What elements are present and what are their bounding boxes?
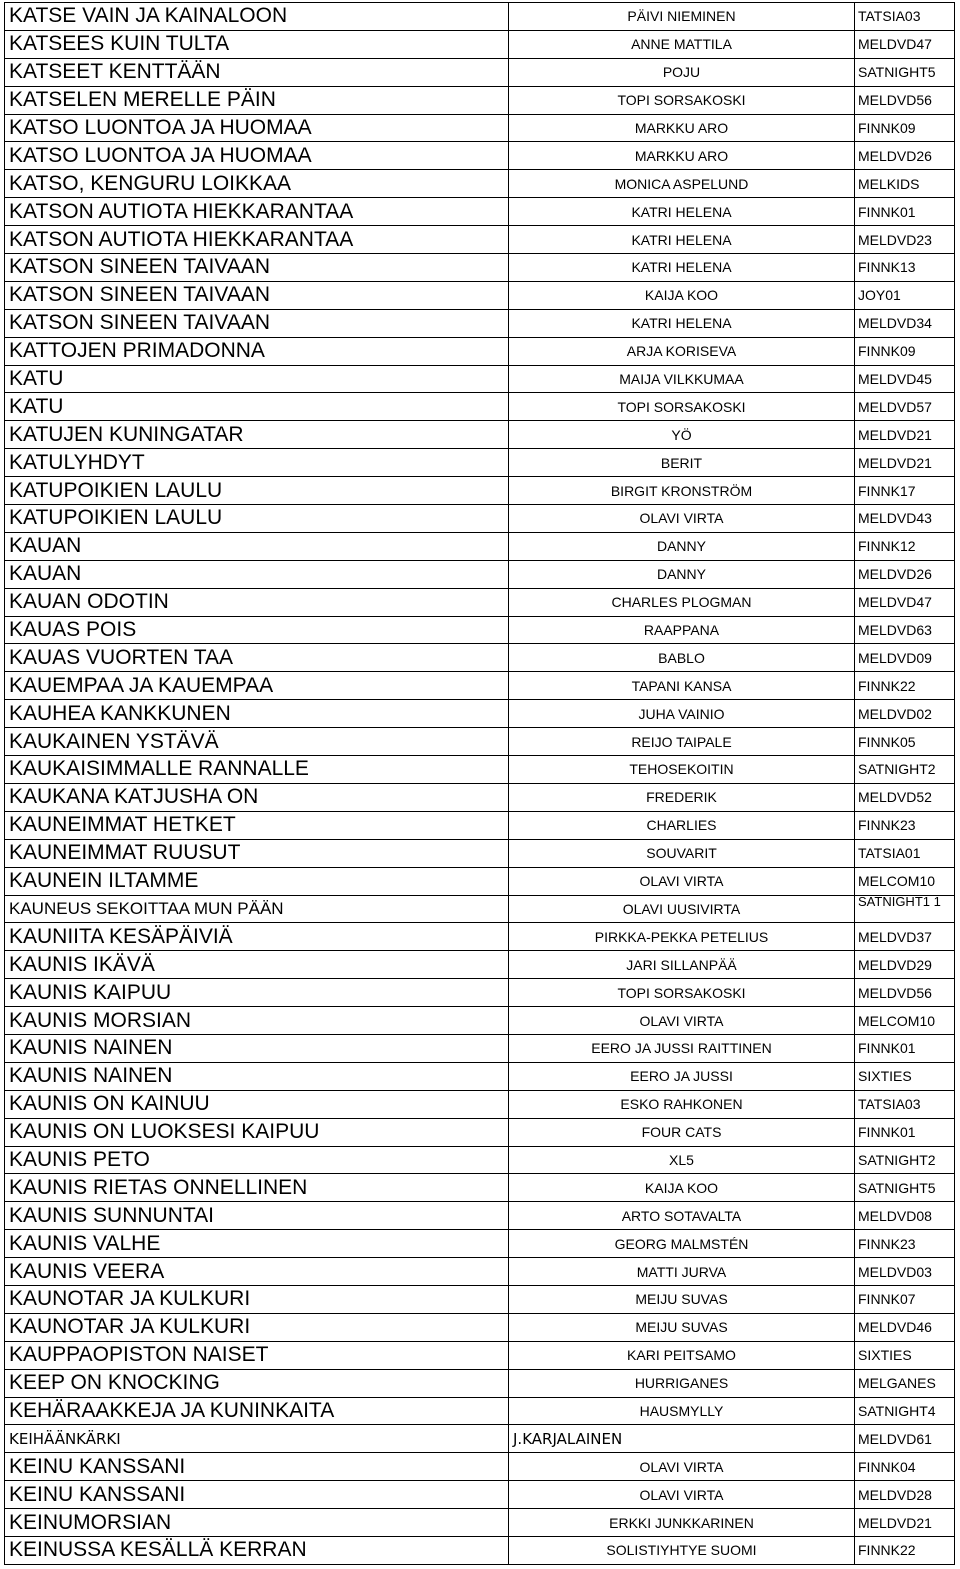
song-title-cell: KATUJEN KUNINGATAR [5,421,509,449]
table-row [5,1146,955,1174]
song-title-cell: KEINU KANSSANI [5,1481,509,1509]
disc-code-cell: MELDVD47 [855,588,955,616]
song-title-cell: KAUNIS RIETAS ONNELLINEN [5,1174,509,1202]
artist-cell: TOPI SORSAKOSKI [509,393,855,421]
song-title-cell: KAUKAISIMMALLE RANNALLE [5,756,509,784]
disc-code-cell: MELDVD26 [855,560,955,588]
disc-code-cell: FINNK17 [855,477,955,505]
artist-cell: KATRI HELENA [509,254,855,282]
artist-cell: KAIJA KOO [509,281,855,309]
artist-cell: MEIJU SUVAS [509,1313,855,1341]
artist-cell: KATRI HELENA [509,198,855,226]
table-row [5,449,955,477]
song-table-body [5,3,955,1565]
disc-code-cell: SATNIGHT2 [855,1146,955,1174]
song-title-cell: KAUKAINEN YSTÄVÄ [5,728,509,756]
song-title-cell: KAUNIS NAINEN [5,1034,509,1062]
artist-cell: GEORG MALMSTÉN [509,1230,855,1258]
disc-code-cell: MELDVD23 [855,226,955,254]
disc-code-cell: FINNK01 [855,198,955,226]
song-title-cell: KATTOJEN PRIMADONNA [5,337,509,365]
disc-code-cell: SIXTIES [855,1062,955,1090]
song-title-cell: KAUNIS ON LUOKSESI KAIPUU [5,1118,509,1146]
table-row [5,756,955,784]
song-title-cell: KATU [5,393,509,421]
table-row [5,923,955,951]
table-row [5,895,955,923]
artist-cell: MATTI JURVA [509,1258,855,1286]
song-title-cell: KAUNOTAR JA KULKURI [5,1285,509,1313]
table-row [5,226,955,254]
table-row [5,1034,955,1062]
song-title-cell: KATSON SINEEN TAIVAAN [5,254,509,282]
song-table [4,2,955,1565]
song-title-cell: KAUNIS ON KAINUU [5,1090,509,1118]
disc-code-cell: MELDVD28 [855,1481,955,1509]
disc-code-cell: MELDVD56 [855,979,955,1007]
table-row [5,142,955,170]
song-title-cell: KEHÄRAAKKEJA JA KUNINKAITA [5,1397,509,1425]
artist-cell: OLAVI VIRTA [509,1481,855,1509]
artist-cell: KARI PEITSAMO [509,1341,855,1369]
table-row [5,979,955,1007]
artist-cell: TAPANI KANSA [509,672,855,700]
artist-cell: ESKO RAHKONEN [509,1090,855,1118]
artist-cell: J.KARJALAINEN [509,1425,855,1453]
artist-cell: FREDERIK [509,783,855,811]
disc-code-cell: FINNK07 [855,1285,955,1313]
song-title-cell: KAUNIS NAINEN [5,1062,509,1090]
disc-code-cell: MELDVD63 [855,616,955,644]
table-row [5,1313,955,1341]
disc-code-cell: FINNK01 [855,1118,955,1146]
song-title-cell: KEEP ON KNOCKING [5,1369,509,1397]
table-row [5,114,955,142]
artist-cell: CHARLES PLOGMAN [509,588,855,616]
artist-cell: JARI SILLANPÄÄ [509,951,855,979]
disc-code-cell: MELDVD09 [855,644,955,672]
song-title-cell: KAUNIS VEERA [5,1258,509,1286]
disc-code-cell: MELDVD52 [855,783,955,811]
disc-code-cell: MELDVD45 [855,365,955,393]
table-row [5,1230,955,1258]
song-title-cell: KATSON AUTIOTA HIEKKARANTAA [5,198,509,226]
artist-cell: PIRKKA-PEKKA PETELIUS [509,923,855,951]
disc-code-cell: TATSIA01 [855,839,955,867]
disc-code-cell: SATNIGHT5 [855,1174,955,1202]
table-row [5,1285,955,1313]
table-row [5,560,955,588]
artist-cell: BABLO [509,644,855,672]
disc-code-cell: FINNK22 [855,672,955,700]
disc-code-cell: TATSIA03 [855,1090,955,1118]
table-row [5,728,955,756]
table-row [5,281,955,309]
artist-cell: OLAVI VIRTA [509,1007,855,1035]
table-row [5,867,955,895]
artist-cell: KATRI HELENA [509,226,855,254]
song-title-cell: KATSON SINEEN TAIVAAN [5,309,509,337]
artist-cell: BIRGIT KRONSTRÖM [509,477,855,505]
artist-cell: YÖ [509,421,855,449]
disc-code-cell: FINNK01 [855,1034,955,1062]
disc-code-cell: FINNK04 [855,1453,955,1481]
artist-cell: DANNY [509,532,855,560]
table-row [5,1369,955,1397]
table-row [5,783,955,811]
table-row [5,58,955,86]
table-row [5,1425,955,1453]
disc-code-cell: MELDVD21 [855,1509,955,1537]
artist-cell: JUHA VAINIO [509,700,855,728]
artist-cell: ERKKI JUNKKARINEN [509,1509,855,1537]
song-title-cell: KAUAS POIS [5,616,509,644]
table-row [5,421,955,449]
table-row [5,1174,955,1202]
song-title-cell: KATSO LUONTOA JA HUOMAA [5,114,509,142]
table-row [5,30,955,58]
disc-code-cell: TATSIA03 [855,3,955,31]
artist-cell: SOUVARIT [509,839,855,867]
disc-code-cell: FINNK05 [855,728,955,756]
song-title-cell: KAUNIS MORSIAN [5,1007,509,1035]
disc-code-cell: SATNIGHT5 [855,58,955,86]
disc-code-cell: MELDVD08 [855,1202,955,1230]
table-row [5,1481,955,1509]
disc-code-cell: MELDVD03 [855,1258,955,1286]
disc-code-cell: MELDVD43 [855,505,955,533]
table-row [5,1397,955,1425]
table-row [5,839,955,867]
artist-cell: OLAVI VIRTA [509,867,855,895]
table-row [5,1453,955,1481]
artist-cell: ARTO SOTAVALTA [509,1202,855,1230]
artist-cell: TEHOSEKOITIN [509,756,855,784]
song-title-cell: KEINU KANSSANI [5,1453,509,1481]
artist-cell: ARJA KORISEVA [509,337,855,365]
song-title-cell: KATUPOIKIEN LAULU [5,477,509,505]
song-title-cell: KATSEET KENTTÄÄN [5,58,509,86]
table-row [5,393,955,421]
song-title-cell: KATSON AUTIOTA HIEKKARANTAA [5,226,509,254]
artist-cell: FOUR CATS [509,1118,855,1146]
artist-cell: OLAVI VIRTA [509,505,855,533]
artist-cell: PÄIVI NIEMINEN [509,3,855,31]
artist-cell: KAIJA KOO [509,1174,855,1202]
song-title-cell: KATSELEN MERELLE PÄIN [5,86,509,114]
artist-cell: DANNY [509,560,855,588]
artist-cell: CHARLIES [509,811,855,839]
disc-code-cell: MELCOM10 [855,867,955,895]
disc-code-cell: MELDVD26 [855,142,955,170]
disc-code-cell: FINNK23 [855,1230,955,1258]
table-row [5,86,955,114]
song-title-cell: KATSEES KUIN TULTA [5,30,509,58]
song-title-cell: KAUNOTAR JA KULKURI [5,1313,509,1341]
disc-code-cell: FINNK09 [855,114,955,142]
artist-cell: OLAVI UUSIVIRTA [509,895,855,923]
disc-code-cell: FINNK09 [855,337,955,365]
song-title-cell: KAUPPAOPISTON NAISET [5,1341,509,1369]
disc-code-cell: MELDVD47 [855,30,955,58]
song-title-cell: KAUNEIMMAT RUUSUT [5,839,509,867]
song-title-cell: KAUNIS VALHE [5,1230,509,1258]
artist-cell: EERO JA JUSSI RAITTINEN [509,1034,855,1062]
table-row [5,616,955,644]
table-row [5,1509,955,1537]
song-title-cell: KEINUSSA KESÄLLÄ KERRAN [5,1536,509,1564]
table-row [5,951,955,979]
disc-code-cell: MELGANES [855,1369,955,1397]
table-row [5,1258,955,1286]
artist-cell: HURRIGANES [509,1369,855,1397]
song-title-cell: KAUEMPAA JA KAUEMPAA [5,672,509,700]
song-title-cell: KAUAN ODOTIN [5,588,509,616]
table-row [5,1062,955,1090]
song-title-cell: KAUNIS PETO [5,1146,509,1174]
disc-code-cell: MELDVD34 [855,309,955,337]
artist-cell: HAUSMYLLY [509,1397,855,1425]
song-title-cell: KAUKANA KATJUSHA ON [5,783,509,811]
disc-code-cell: FINNK23 [855,811,955,839]
song-title-cell: KATSO LUONTOA JA HUOMAA [5,142,509,170]
artist-cell: XL5 [509,1146,855,1174]
table-row [5,198,955,226]
song-title-cell: KAUNEUS SEKOITTAA MUN PÄÄN [5,895,509,923]
song-title-cell: KAUNIITA KESÄPÄIVIÄ [5,923,509,951]
table-row [5,1202,955,1230]
song-title-cell: KATSO, KENGURU LOIKKAA [5,170,509,198]
disc-code-cell: SATNIGHT4 [855,1397,955,1425]
artist-cell: MARKKU ARO [509,114,855,142]
disc-code-cell: MELDVD46 [855,1313,955,1341]
artist-cell: OLAVI VIRTA [509,1453,855,1481]
song-title-cell: KAUAN [5,560,509,588]
disc-code-cell: MELDVD37 [855,923,955,951]
disc-code-cell: MELDVD61 [855,1425,955,1453]
song-title-cell: KAUHEA KANKKUNEN [5,700,509,728]
song-title-cell: KATSON SINEEN TAIVAAN [5,281,509,309]
table-row [5,532,955,560]
song-title-cell: KAUNIS IKÄVÄ [5,951,509,979]
artist-cell: MONICA ASPELUND [509,170,855,198]
table-row [5,1341,955,1369]
artist-cell: BERIT [509,449,855,477]
table-row [5,672,955,700]
artist-cell: MEIJU SUVAS [509,1285,855,1313]
song-title-cell: KAUAS VUORTEN TAA [5,644,509,672]
song-title-cell: KATU [5,365,509,393]
disc-code-cell: SATNIGHT2 [855,756,955,784]
artist-cell: MARKKU ARO [509,142,855,170]
table-row [5,170,955,198]
artist-cell: MAIJA VILKKUMAA [509,365,855,393]
artist-cell: TOPI SORSAKOSKI [509,979,855,1007]
disc-code-cell: MELKIDS [855,170,955,198]
table-row [5,3,955,31]
song-title-cell: KATSE VAIN JA KAINALOON [5,3,509,31]
table-row [5,811,955,839]
disc-code-cell: JOY01 [855,281,955,309]
table-row [5,644,955,672]
disc-code-cell: FINNK22 [855,1536,955,1564]
disc-code-cell: MELDVD02 [855,700,955,728]
table-row [5,588,955,616]
song-title-cell: KEIHÄÄNKÄRKI [5,1425,509,1453]
artist-cell: POJU [509,58,855,86]
disc-code-cell: SATNIGHT1 1 [855,895,955,923]
artist-cell: EERO JA JUSSI [509,1062,855,1090]
song-title-cell: KEINUMORSIAN [5,1509,509,1537]
disc-code-cell: MELDVD57 [855,393,955,421]
song-title-cell: KAUNIS SUNNUNTAI [5,1202,509,1230]
disc-code-cell: MELCOM10 [855,1007,955,1035]
table-row [5,505,955,533]
table-row [5,1536,955,1564]
song-title-cell: KATUPOIKIEN LAULU [5,505,509,533]
song-title-cell: KAUNEIN ILTAMME [5,867,509,895]
song-title-cell: KAUNIS KAIPUU [5,979,509,1007]
disc-code-cell: MELDVD21 [855,421,955,449]
table-row [5,1118,955,1146]
artist-cell: RAAPPANA [509,616,855,644]
song-title-cell: KATULYHDYT [5,449,509,477]
table-row [5,1090,955,1118]
disc-code-cell: FINNK13 [855,254,955,282]
table-row [5,254,955,282]
artist-cell: REIJO TAIPALE [509,728,855,756]
artist-cell: SOLISTIYHTYE SUOMI [509,1536,855,1564]
table-row [5,700,955,728]
song-title-cell: KAUAN [5,532,509,560]
song-title-cell: KAUNEIMMAT HETKET [5,811,509,839]
disc-code-cell: SIXTIES [855,1341,955,1369]
table-row [5,337,955,365]
table-row [5,477,955,505]
table-row [5,309,955,337]
disc-code-cell: FINNK12 [855,532,955,560]
disc-code-cell: MELDVD21 [855,449,955,477]
disc-code-cell: MELDVD56 [855,86,955,114]
artist-cell: ANNE MATTILA [509,30,855,58]
table-row [5,365,955,393]
artist-cell: TOPI SORSAKOSKI [509,86,855,114]
table-row [5,1007,955,1035]
disc-code-cell: MELDVD29 [855,951,955,979]
artist-cell: KATRI HELENA [509,309,855,337]
